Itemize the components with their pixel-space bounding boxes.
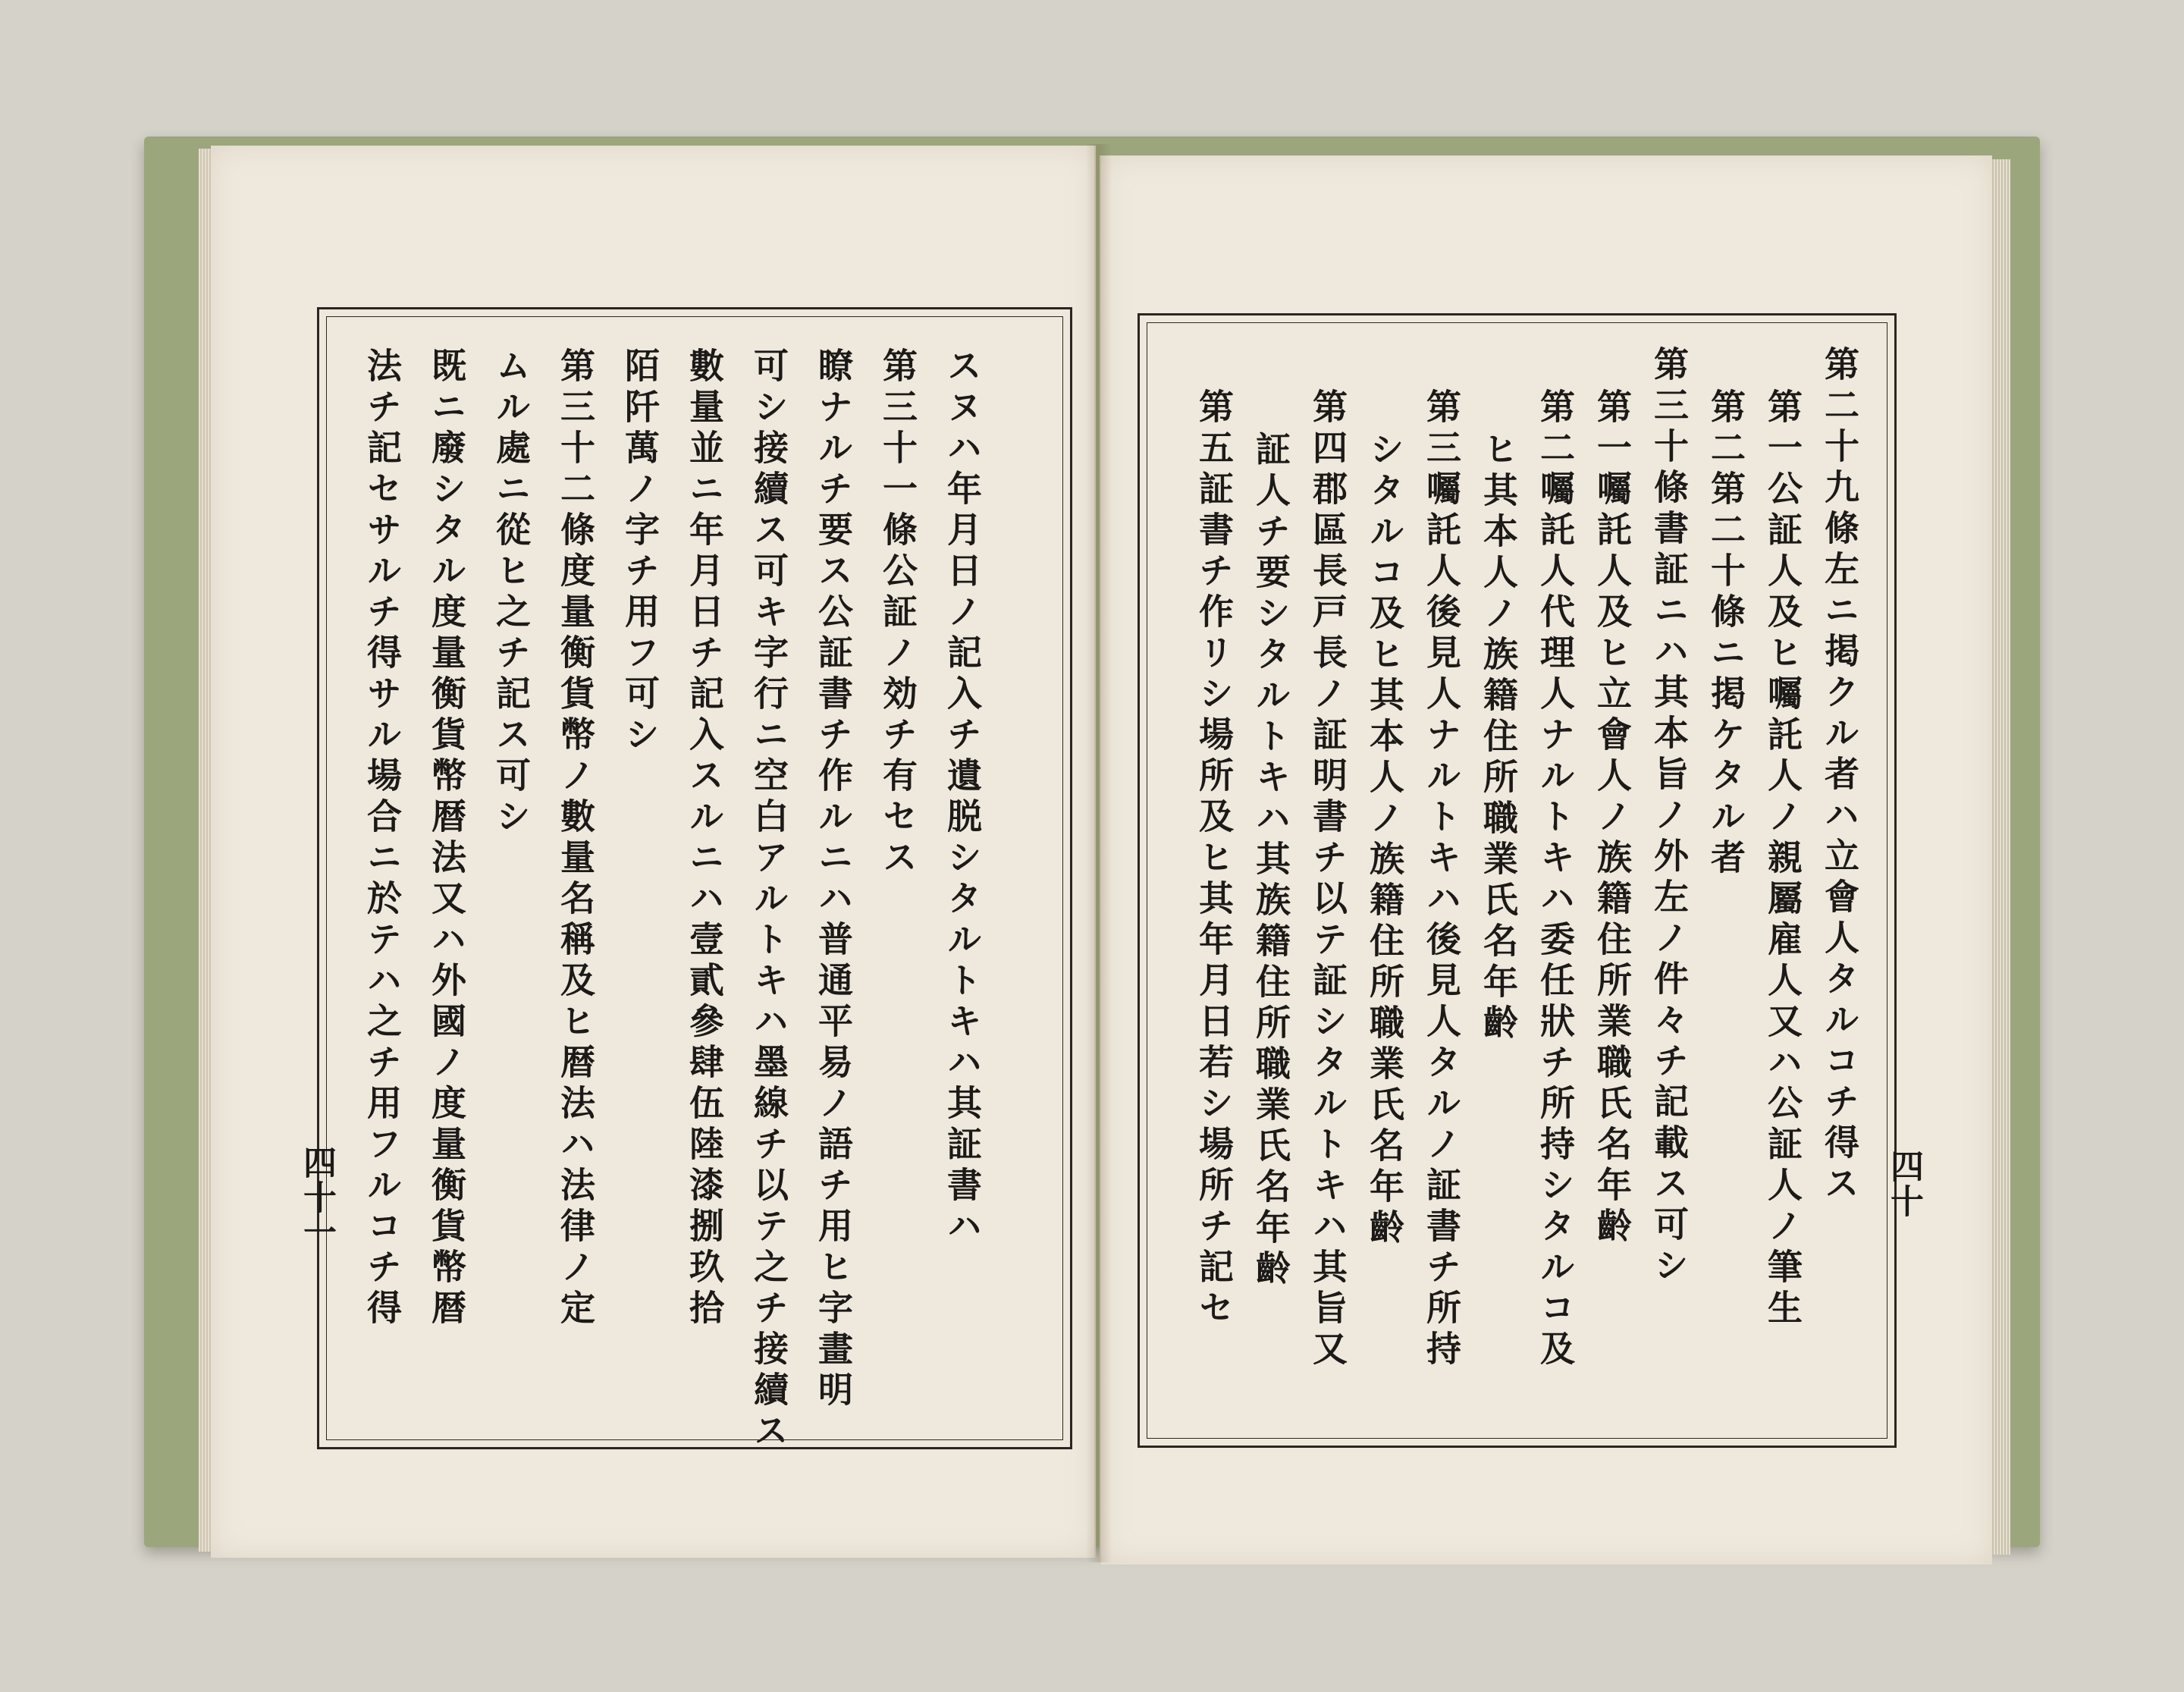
book-gutter	[1086, 144, 1112, 1562]
text-column: スヌハ年月日ノ記入チ遺脱シタルトキハ其証書ハ	[942, 347, 983, 1248]
text-column: 可シ接續ス可キ字行ニ空白アルトキハ墨線チ以テ之チ接續ス	[748, 347, 789, 1453]
text-column: 第四郡區長戸長ノ証明書チ以テ証シタルトキハ其旨又	[1307, 388, 1348, 1371]
text-column: 法チ記セサルチ得サル場合ニ於テハ之チ用フルコチ得	[362, 347, 403, 1330]
right-page-number: 四十	[1884, 1149, 1923, 1219]
text-column: 瞭ナルチ要ス公証書チ作ルニハ普通平易ノ語チ用ヒ字畫明	[813, 347, 854, 1412]
text-column: 第三十一條公証ノ効チ有セス	[877, 347, 918, 880]
text-column: 第二囑託人代理人ナルトキハ委任狀チ所持シタルコ及	[1535, 388, 1576, 1371]
text-column: 第一囑託人及ヒ立會人ノ族籍住所業職氏名年齡	[1592, 388, 1633, 1248]
left-page-number: 四十一	[297, 1145, 336, 1250]
text-column: 証人チ要シタルトキハ其族籍住所職業氏名年齡	[1250, 431, 1291, 1291]
text-column: 第三十條書証ニハ其本旨ノ外左ノ件々チ記載ス可シ	[1649, 346, 1690, 1288]
text-column: 第五証書チ作リシ場所及ヒ其年月日若シ場所チ記セ	[1194, 388, 1235, 1330]
text-column: 第三囑託人後見人ナルトキハ後見人タルノ証書チ所持	[1421, 388, 1462, 1371]
right-text-frame	[1138, 313, 1897, 1448]
text-column: 第二十九條左ニ掲クル者ハ立會人タルコチ得ス	[1819, 346, 1860, 1206]
text-column: 既ニ廢シタル度量衡貨幣暦法又ハ外國ノ度量衡貨幣暦	[426, 347, 467, 1330]
left-text-frame	[317, 307, 1072, 1453]
text-column: シタルコ及ヒ其本人ノ族籍住所職業氏名年齡	[1364, 431, 1405, 1250]
page-edges-right	[1991, 159, 2010, 1555]
text-column: 數量並ニ年月日チ記入スルニハ壹貳參肆伍陸漆捌玖拾	[684, 347, 725, 1330]
text-column: 第一公証人及ヒ囑託人ノ親屬雇人又ハ公証人ノ筆生	[1762, 388, 1803, 1330]
text-column: 第三十二條度量衡貨幣ノ數量名稱及ヒ暦法ハ法律ノ定	[555, 347, 596, 1330]
text-column: ムル處ニ從ヒ之チ記ス可シ	[491, 347, 532, 839]
right-text-columns	[1140, 315, 1894, 1446]
left-text-columns	[319, 309, 1070, 1453]
text-column: ヒ其本人ノ族籍住所職業氏名年齡	[1478, 431, 1519, 1045]
text-column: 陌阡萬ノ字チ用フ可シ	[620, 347, 661, 757]
text-column: 第二第二十條ニ掲ケタル者	[1705, 388, 1746, 880]
